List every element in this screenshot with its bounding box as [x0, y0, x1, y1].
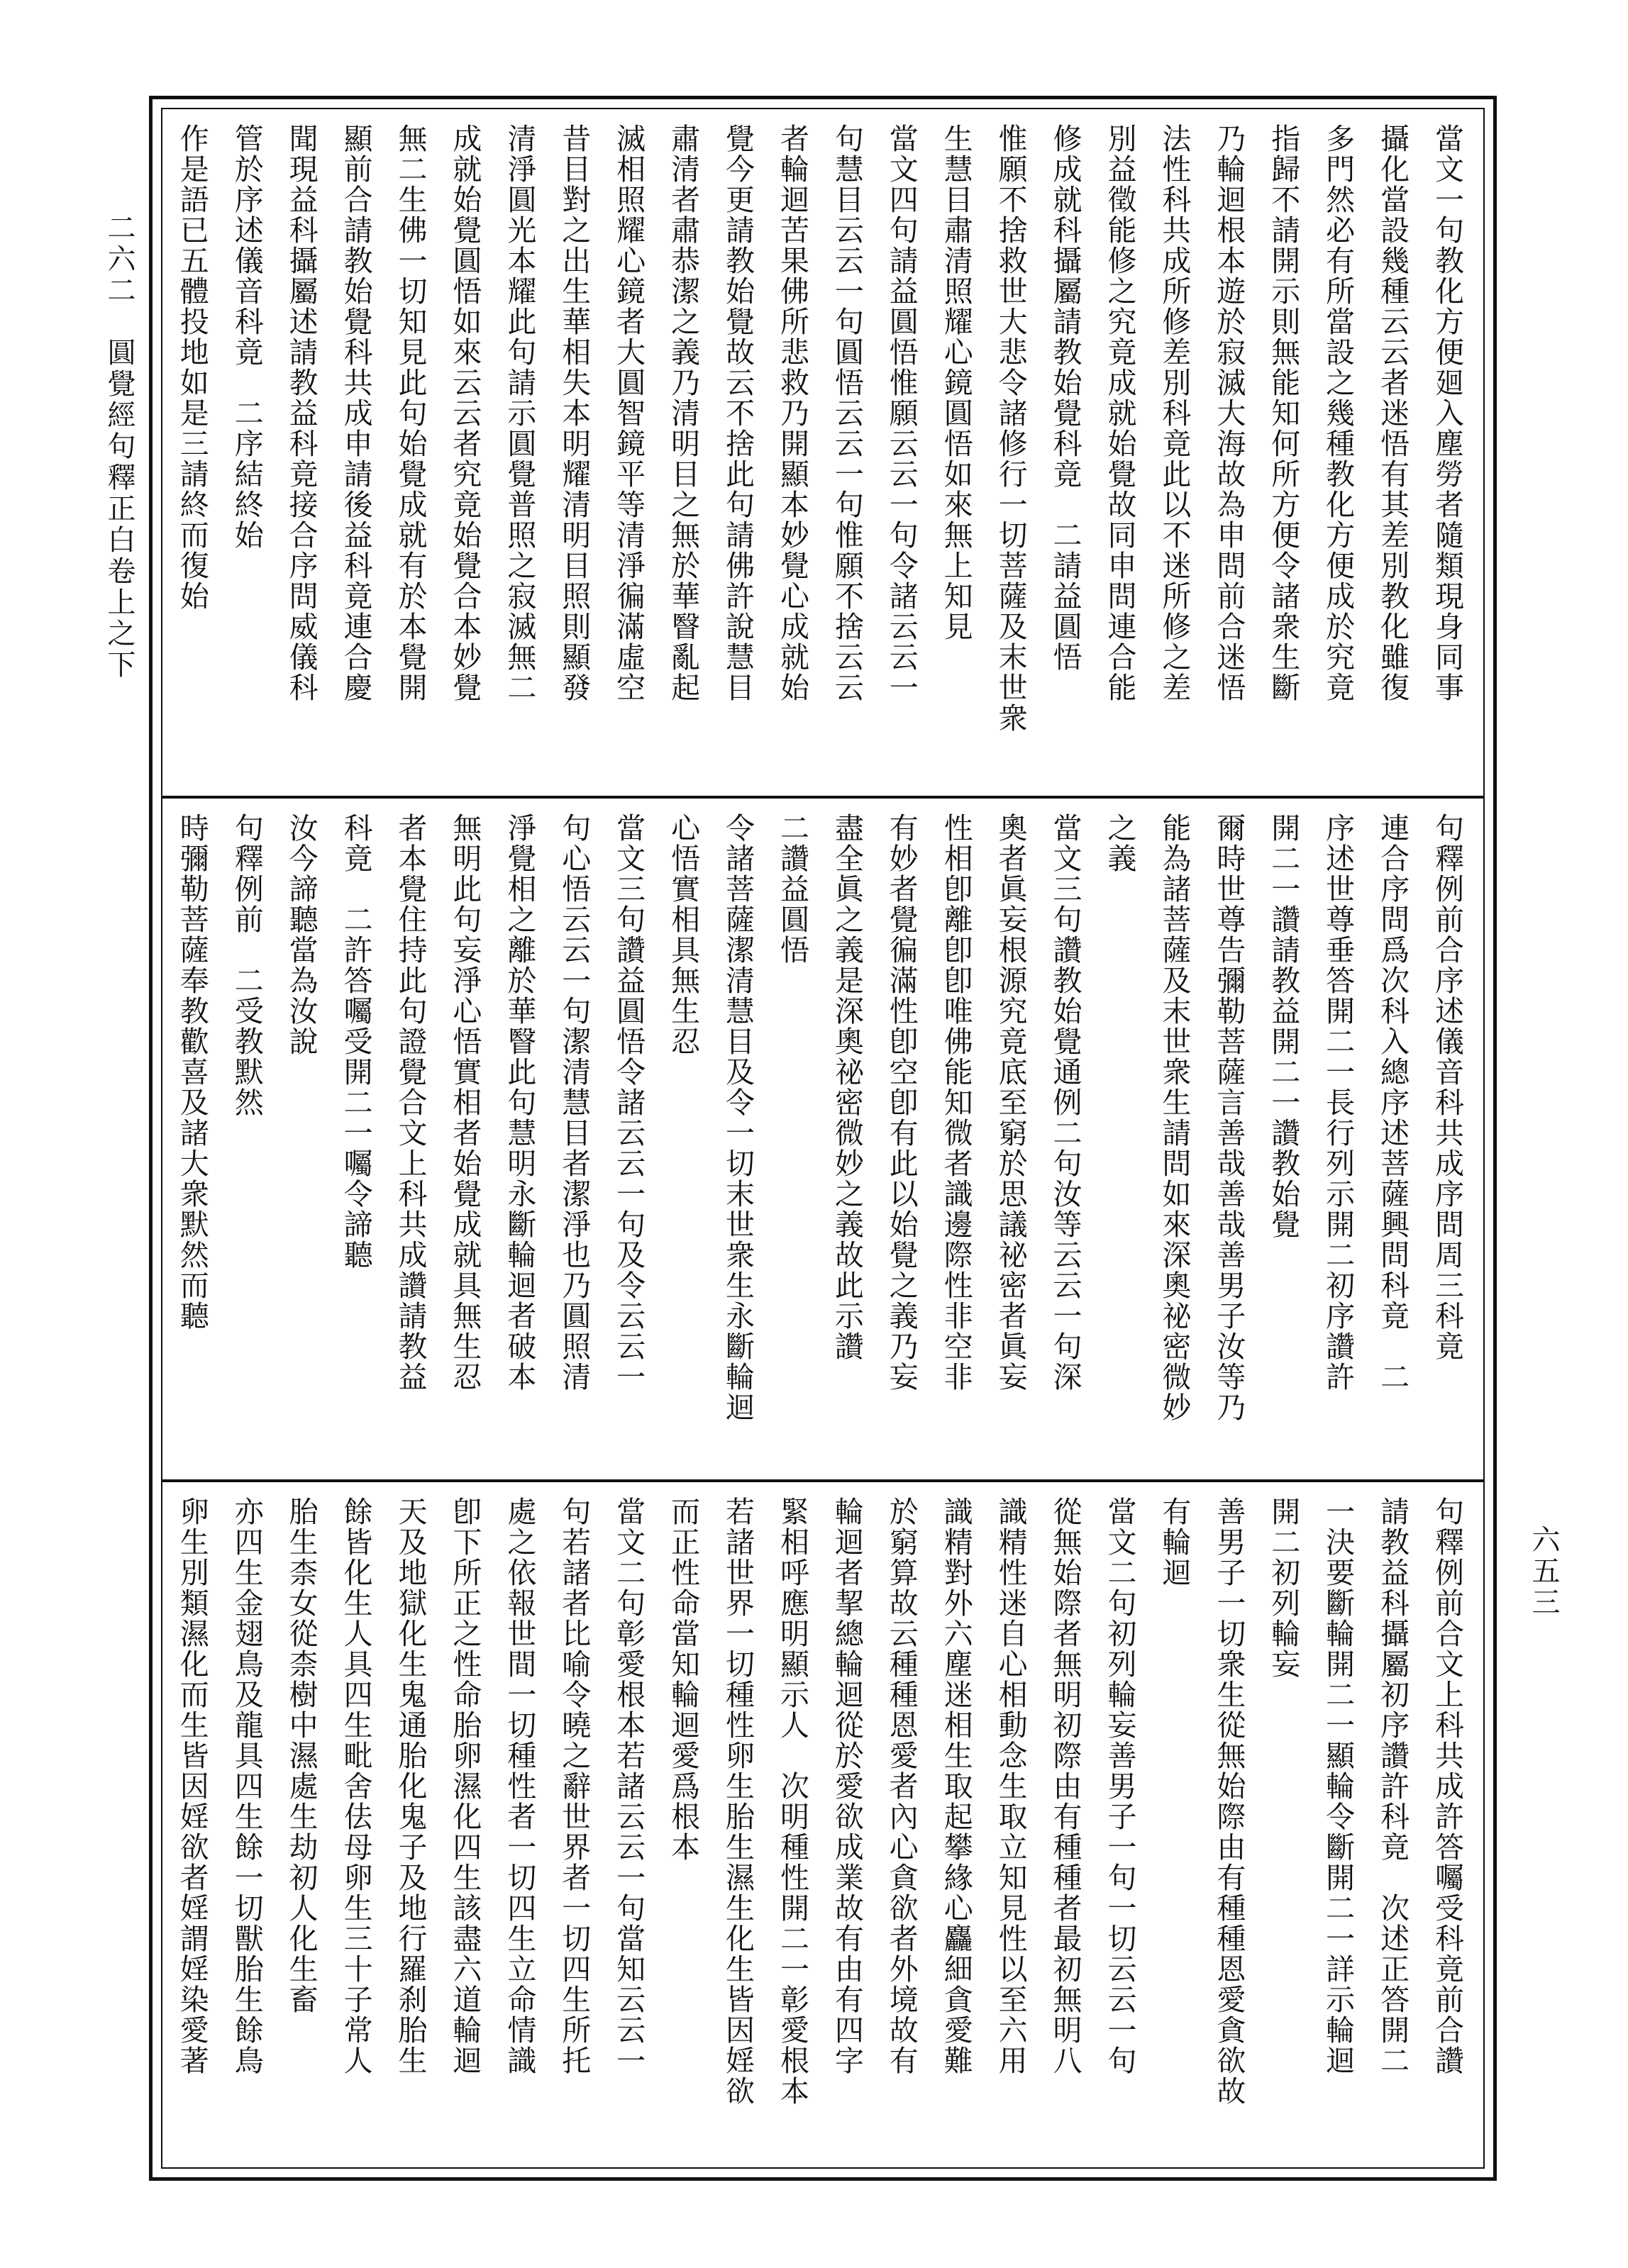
text-column: 當文一句教化方便廻入塵勞者隨類現身同事 — [1430, 123, 1464, 703]
text-column: 多門然必有所當設之幾種教化方便成於究竟 — [1321, 123, 1356, 703]
text-column: 當文三句讚教始覺通例二句汝等云云一句深 — [1048, 813, 1082, 1392]
text-column: 緊相呼應明顯示人 次明種性開二一彰愛根本 — [775, 1496, 809, 2106]
text-column: 之義 — [1102, 813, 1137, 874]
margin-page-label: 二六二 圓覺經句釋正白卷上之下 — [103, 213, 135, 681]
text-column: 生慧目肅清照耀心鏡圓悟如來無上知見 — [938, 123, 973, 642]
text-column: 汝今諦聽當為汝說 — [284, 813, 319, 1057]
margin-page-number: 六五三 — [1527, 1525, 1560, 1618]
text-column: 作是語已五體投地如是三請終而復始 — [175, 123, 209, 611]
text-column: 法性科共成所修差別科竟此以不迷所修之差 — [1157, 123, 1192, 703]
text-column: 攝化當設幾種云云者迷悟有其差別教化雖復 — [1375, 123, 1410, 703]
text-columns-top — [168, 123, 1478, 786]
text-column: 當文二句彰愛根本若諸云云一句當知云云一 — [611, 1496, 646, 2076]
text-column: 指歸不請開示則無能知何所方便令諸衆生斷 — [1266, 123, 1301, 703]
page-inner-frame — [161, 108, 1485, 2169]
text-column: 開二一讚請教益開二一讚教始覺 — [1266, 813, 1301, 1240]
text-column: 句釋例前合文上科共成許答囑受科竟前合讚 — [1430, 1496, 1464, 2076]
text-column: 當文四句請益圓悟惟願云云一句令諸云云一 — [884, 123, 919, 703]
text-column: 卵生別類濕化而生皆因婬欲者婬謂婬染愛著 — [175, 1496, 209, 2076]
page-frame — [149, 96, 1497, 2181]
text-column: 識精性迷自心相動念生取立知見性以至六用 — [993, 1496, 1028, 2076]
text-band-bottom — [162, 1482, 1483, 2167]
text-column: 有輪迴 — [1157, 1496, 1192, 1588]
text-column: 覺今更請教始覺故云不捨此句請佛許說慧目 — [721, 123, 755, 703]
text-columns-bottom — [168, 1496, 1478, 2157]
text-column: 句釋例前 二受教默然 — [229, 813, 264, 1118]
text-column: 成就始覺圓悟如來云云者究竟始覺合本妙覺 — [448, 123, 482, 703]
text-column: 句若諸者比喻令曉之辭世界者一切四生所托 — [557, 1496, 592, 2076]
text-column: 令諸菩薩潔清慧目及令一切末世衆生永斷輪迴 — [721, 813, 755, 1423]
text-column: 輪迴者挈總輪迴從於愛欲成業故有由有四字 — [829, 1496, 864, 2076]
text-column: 一決要斷輪開二一顯輪令斷開二一詳示輪迴 — [1321, 1496, 1356, 2076]
text-column: 清淨圓光本耀此句請示圓覺普照之寂滅無二 — [502, 123, 537, 703]
text-column: 二讚益圓悟 — [775, 813, 809, 965]
text-column: 修成就科攝屬請教始覺科竟 二請益圓悟 — [1048, 123, 1082, 672]
text-column: 識精對外六塵迷相生取起攀緣心麤細貪愛難 — [938, 1496, 973, 2076]
text-column: 處之依報世間一切種性者一切四生立命情識 — [502, 1496, 537, 2076]
text-column: 連合序問爲次科入總序述菩薩興問科竟 二 — [1375, 813, 1410, 1392]
text-column: 開二初列輪妄 — [1266, 1496, 1301, 1679]
text-column: 乃輪迴根本遊於寂滅大海故為申問前合迷悟 — [1212, 123, 1246, 703]
text-column: 爾時世尊告彌勒菩薩言善哉善哉善男子汝等乃 — [1212, 813, 1246, 1423]
text-column: 顯前合請教始覺科共成申請後益科竟連合慶 — [338, 123, 373, 703]
text-column: 科竟 二許答囑受開二一囑令諦聽 — [338, 813, 373, 1270]
text-band-top — [162, 109, 1483, 799]
text-column: 淨覺相之離於華瞖此句慧明永斷輪迴者破本 — [502, 813, 537, 1392]
text-column: 聞現益科攝屬述請教益科竟接合序問威儀科 — [284, 123, 319, 703]
text-band-middle — [162, 799, 1483, 1482]
text-column: 從無始際者無明初際由有種種者最初無明八 — [1048, 1496, 1082, 2076]
text-column: 當文二句初列輪妄善男子一句一切云云一句 — [1102, 1496, 1137, 2076]
text-column: 胎生柰女從柰樹中濕處生劫初人化生畜 — [284, 1496, 319, 2015]
text-column: 心悟實相具無生忍 — [666, 813, 701, 1057]
text-column: 滅相照耀心鏡者大圓智鏡平等清淨徧滿虛空 — [611, 123, 646, 703]
text-column: 餘皆化生人具四生毗舍佉母卵生三十子常人 — [338, 1496, 373, 2076]
text-column: 無二生佛一切知見此句始覺成就有於本覺開 — [393, 123, 428, 703]
text-column: 卽下所正之性命胎卵濕化四生該盡六道輪迴 — [448, 1496, 482, 2076]
text-column: 於窮算故云種種恩愛者內心貪欲者外境故有 — [884, 1496, 919, 2076]
text-column: 句慧目云云一句圓悟云云一句惟願不捨云云 — [829, 123, 864, 703]
text-column: 而正性命當知輪迴愛爲根本 — [666, 1496, 701, 1862]
text-column: 奧者眞妄根源究竟底至窮於思議祕密者眞妄 — [993, 813, 1028, 1392]
text-column: 無明此句妄淨心悟實相者始覺成就具無生忍 — [448, 813, 482, 1392]
text-column: 善男子一切衆生從無始際由有種種恩愛貪欲故 — [1212, 1496, 1246, 2106]
text-column: 序述世尊垂答開二一長行列示開二初序讚許 — [1321, 813, 1356, 1392]
text-column: 有妙者覺徧滿性卽空卽有此以始覺之義乃妄 — [884, 813, 919, 1392]
text-column: 能為諸菩薩及末世衆生請問如來深奧祕密微妙 — [1157, 813, 1192, 1423]
text-column: 盡全眞之義是深奧祕密微妙之義故此示讚 — [829, 813, 864, 1362]
text-column: 昔目對之出生華相失本明耀清明目照則顯發 — [557, 123, 592, 703]
text-column: 者本覺住持此句證覺合文上科共成讚請教益 — [393, 813, 428, 1392]
text-column: 句釋例前合序述儀音科共成序問周三科竟 — [1430, 813, 1464, 1362]
text-column: 亦四生金翅鳥及龍具四生餘一切獸胎生餘鳥 — [229, 1496, 264, 2076]
text-column: 管於序述儀音科竟 二序結終始 — [229, 123, 264, 550]
text-columns-middle — [168, 813, 1478, 1469]
text-column: 句心悟云云一句潔清慧目者潔淨也乃圓照清 — [557, 813, 592, 1392]
text-column: 別益徵能修之究竟成就始覺故同申問連合能 — [1102, 123, 1137, 703]
text-column: 請教益科攝屬初序讚許科竟 次述正答開二 — [1375, 1496, 1410, 2076]
text-column: 性相卽離卽卽唯佛能知微者識邊際性非空非 — [938, 813, 973, 1392]
text-column: 當文三句讚益圓悟令諸云云一句及令云云一 — [611, 813, 646, 1392]
text-column: 者輪迴苦果佛所悲救乃開顯本妙覺心成就始 — [775, 123, 809, 703]
text-column: 時彌勒菩薩奉教歡喜及諸大衆默然而聽 — [175, 813, 209, 1331]
text-column: 若諸世界一切種性卵生胎生濕生化生皆因婬欲 — [721, 1496, 755, 2106]
text-column: 天及地獄化生鬼通胎化鬼子及地行羅刹胎生 — [393, 1496, 428, 2076]
text-column: 惟願不捨救世大悲令諸修行一切菩薩及末世衆 — [993, 123, 1028, 733]
text-column: 肅清者肅恭潔之義乃清明目之無於華瞖亂起 — [666, 123, 701, 703]
